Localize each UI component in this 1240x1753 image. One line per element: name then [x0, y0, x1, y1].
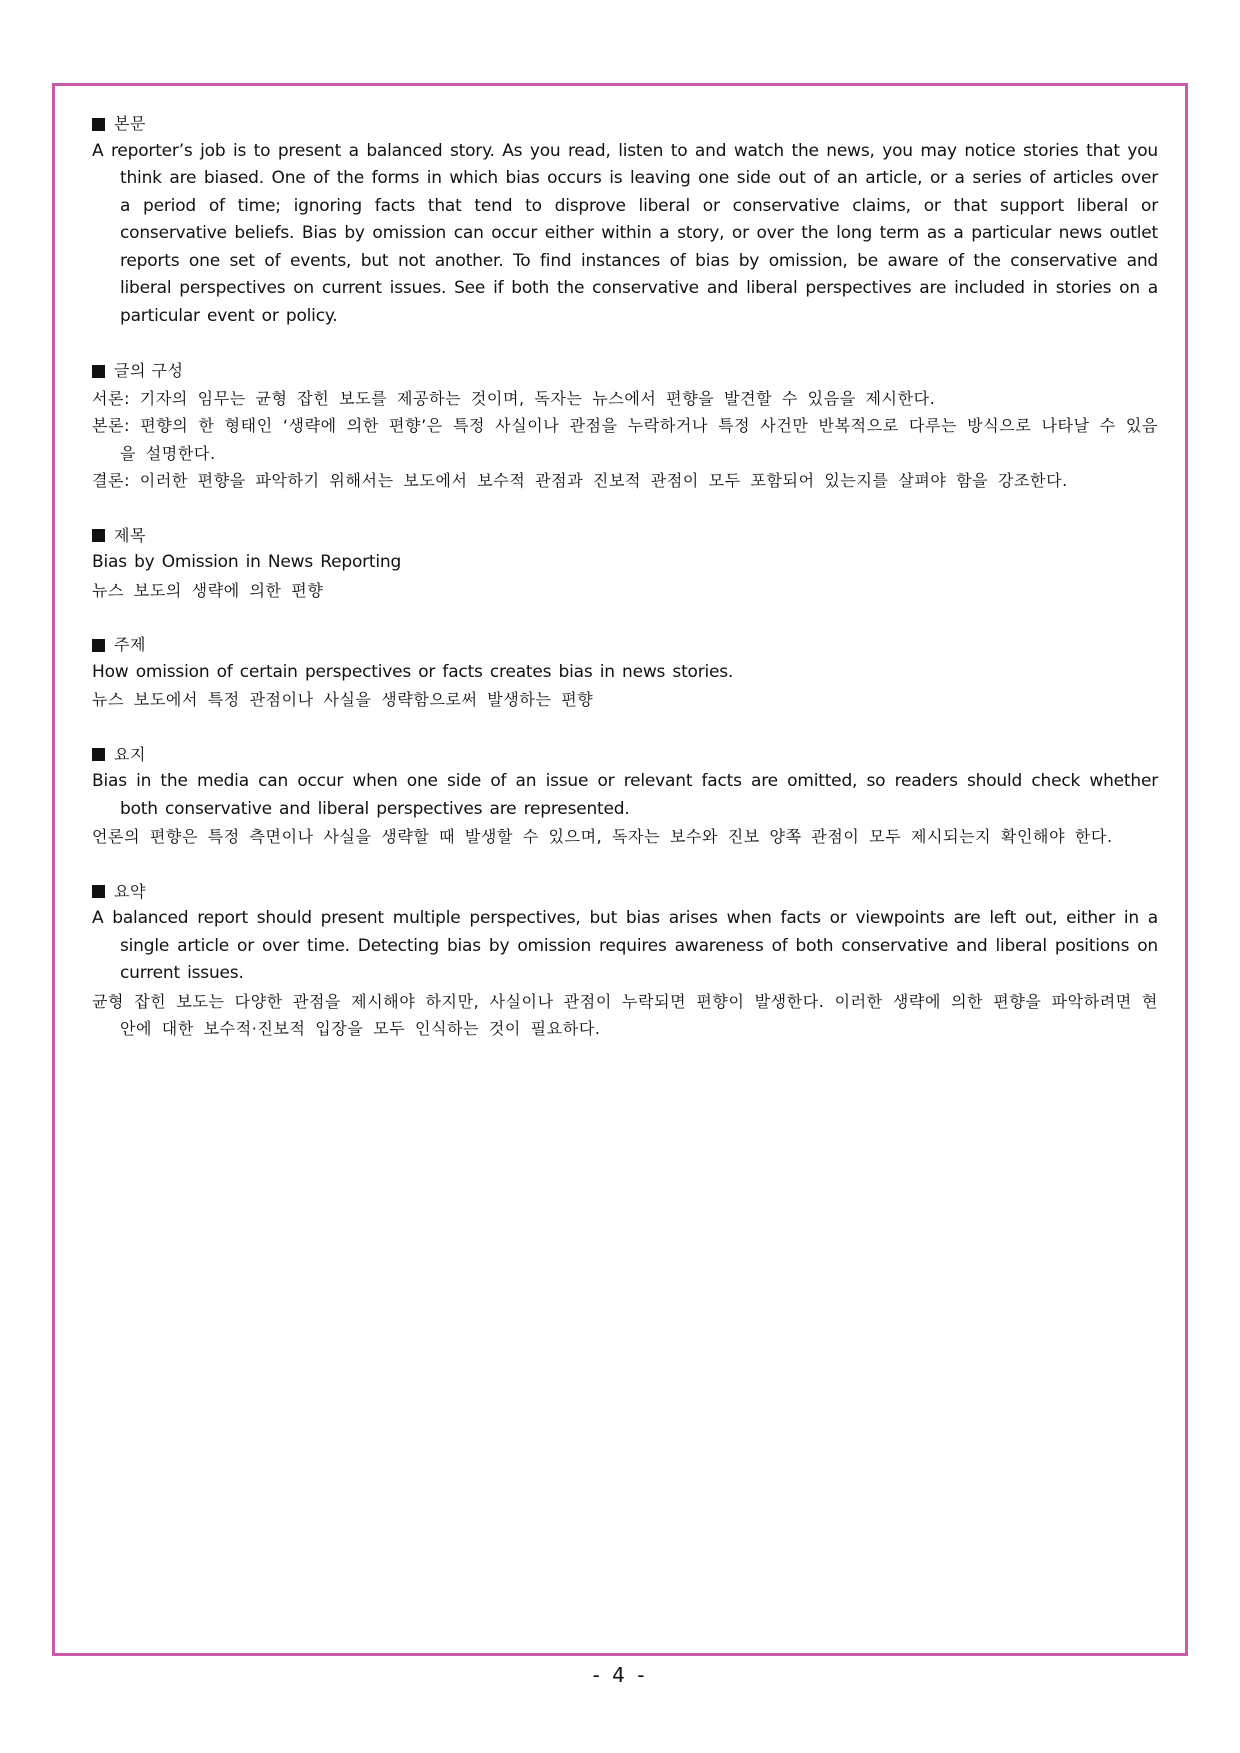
heading-label: 요약	[114, 881, 146, 901]
section-heading	[92, 631, 1158, 659]
structure-conclusion: 결론: 이러한 편향을 파악하기 위해서는 보도에서 보수적 관점과 진보적 관점이 모두 포함되어 있는지를 살펴야 함을 강조한다.	[92, 471, 1068, 490]
section-body-text	[92, 110, 1158, 330]
heading-label: 요지	[114, 744, 146, 764]
heading-label: 제목	[114, 525, 146, 545]
section-heading	[92, 357, 1158, 385]
title-korean: 뉴스 보도의 생략에 의한 편향	[92, 580, 324, 600]
title-english: Bias by Omission in News Reporting	[92, 552, 402, 572]
section-heading	[92, 110, 1158, 138]
section-heading	[92, 522, 1158, 550]
page-number: - 4 -	[592, 1663, 648, 1687]
heading-label: 본문	[114, 114, 146, 133]
structure-intro: 서론: 기자의 임무는 균형 잡힌 보도를 제공하는 것이며, 독자는 뉴스에서 편향을 발견할 수 있음을 제시한다.	[92, 388, 936, 408]
topic-english: How omission of certain perspectives or facts creates bias in news stories.	[92, 661, 734, 682]
section-heading	[92, 878, 1158, 906]
heading-label: 글의 구성	[114, 361, 184, 380]
section-structure	[92, 357, 1158, 495]
black-square-bullet-icon	[92, 885, 105, 898]
black-square-bullet-icon	[92, 118, 105, 131]
topic-korean: 뉴스 보도에서 특정 관점이나 사실을 생략함으로써 발생하는 편향	[92, 690, 594, 709]
heading-label: 주제	[114, 635, 146, 654]
document-content	[92, 110, 1158, 1070]
summary-english: A balanced report should present multiple perspectives, but bias arises when facts or viewpoints are left out, either in a single article or over time. Detecting bias by omission requires awareness of both conservative and liberal positions on current issues.	[92, 908, 1158, 983]
black-square-bullet-icon	[92, 529, 105, 542]
main-idea-english: Bias in the media can occur when one side of an issue or relevant facts are omitted, so readers should check whether both conservative and liberal perspectives are represented.	[92, 771, 1158, 819]
section-main-idea	[92, 741, 1158, 851]
section-topic	[92, 631, 1158, 714]
section-heading	[92, 741, 1158, 769]
section-summary	[92, 878, 1158, 1043]
summary-korean: 균형 잡힌 보도는 다양한 관점을 제시해야 하지만, 사실이나 관점이 누락되면 편향이 발생한다. 이러한 생략에 의한 편향을 파악하려면 현안에 대한 보수적·진보적 입장을 모두 인식하는 것이 필요하다.	[92, 991, 1158, 1038]
black-square-bullet-icon	[92, 365, 105, 378]
body-paragraph: A reporter’s job is to present a balanced story. As you read, listen to and watch the news, you may notice stories that you think are biased. One of the forms in which bias occurs is leaving one side out of an article, or a series of articles over a period of time; ignoring facts that tend to disprove liberal or conservative claims, or that support liberal or conservative beliefs. Bias by omission can occur either within a story, or over the long term as a particular news outlet reports one set of events, but not another. To find instances of bias by omission, be aware of the conservative and liberal perspectives on current issues. See if both the conservative and liberal perspectives are included in stories on a particular event or policy.	[92, 140, 1158, 326]
black-square-bullet-icon	[92, 639, 105, 652]
main-idea-korean: 언론의 편향은 특정 측면이나 사실을 생략할 때 발생할 수 있으며, 독자는 보수와 진보 양쪽 관점이 모두 제시되는지 확인해야 한다.	[92, 827, 1113, 846]
section-title	[92, 522, 1158, 605]
structure-body: 본론: 편향의 한 형태인 ‘생략에 의한 편향’은 특정 사실이나 관점을 누락하거나 특정 사건만 반복적으로 다루는 방식으로 나타날 수 있음을 설명한다.	[92, 416, 1158, 463]
black-square-bullet-icon	[92, 748, 105, 761]
